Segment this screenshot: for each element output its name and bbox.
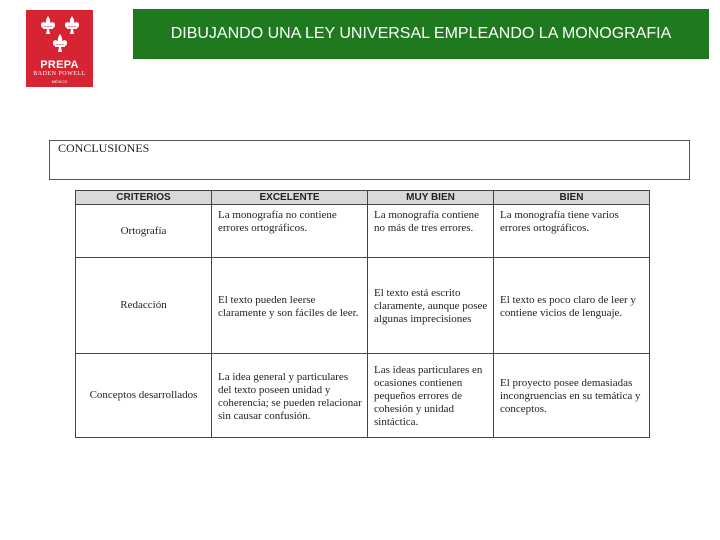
rubric-header-row — [76, 191, 650, 205]
muy-bien-cell: Las ideas particulares en ocasiones contienen pequeños errores de cohesión y unidad sintáctica. — [368, 354, 494, 438]
muy-bien-cell: La monografía contiene no más de tres errores. — [368, 205, 494, 258]
header-excelente: EXCELENTE — [212, 191, 368, 205]
criterio-cell: Redacción — [76, 258, 212, 354]
logo-subtitle-text: BADEN POWELL — [33, 71, 86, 77]
muy-bien-cell: El texto está escrito claramente, aunque posee algunas imprecisiones — [368, 258, 494, 354]
logo-brand-text: PREPA — [40, 59, 79, 71]
school-logo — [26, 10, 93, 87]
excelente-cell: La monografía no contiene errores ortográficos. — [212, 205, 368, 258]
excelente-cell: La idea general y particulares del texto poseen unidad y coherencia; se pueden relacionar sin causar confusión. — [212, 354, 368, 438]
criterio-cell: Ortografía — [76, 205, 212, 258]
table-row — [76, 258, 650, 354]
rubric-table — [75, 190, 650, 438]
conclusiones-label: CONCLUSIONES — [58, 141, 150, 155]
table-row — [76, 354, 650, 438]
header-bien: BIEN — [494, 191, 650, 205]
bien-cell: La monografía tiene varios errores ortográficos. — [494, 205, 650, 258]
fleur-de-lis-icon — [35, 13, 85, 59]
table-row — [76, 205, 650, 258]
bien-cell: El texto es poco claro de leer y contiene vicios de lenguaje. — [494, 258, 650, 354]
criterio-cell: Conceptos desarrollados — [76, 354, 212, 438]
bien-cell: El proyecto posee demasiadas incongruencias en su temática y conceptos. — [494, 354, 650, 438]
conclusiones-box — [49, 140, 690, 180]
page-title-banner — [133, 9, 709, 59]
header-muy-bien: MUY BIEN — [368, 191, 494, 205]
header-criterios: CRITERIOS — [76, 191, 212, 205]
excelente-cell: El texto pueden leerse claramente y son fáciles de leer. — [212, 258, 368, 354]
page-title: DIBUJANDO UNA LEY UNIVERSAL EMPLEANDO LA MONOGRAFIA — [170, 25, 672, 42]
logo-country-text: MÉXICO — [51, 79, 68, 84]
